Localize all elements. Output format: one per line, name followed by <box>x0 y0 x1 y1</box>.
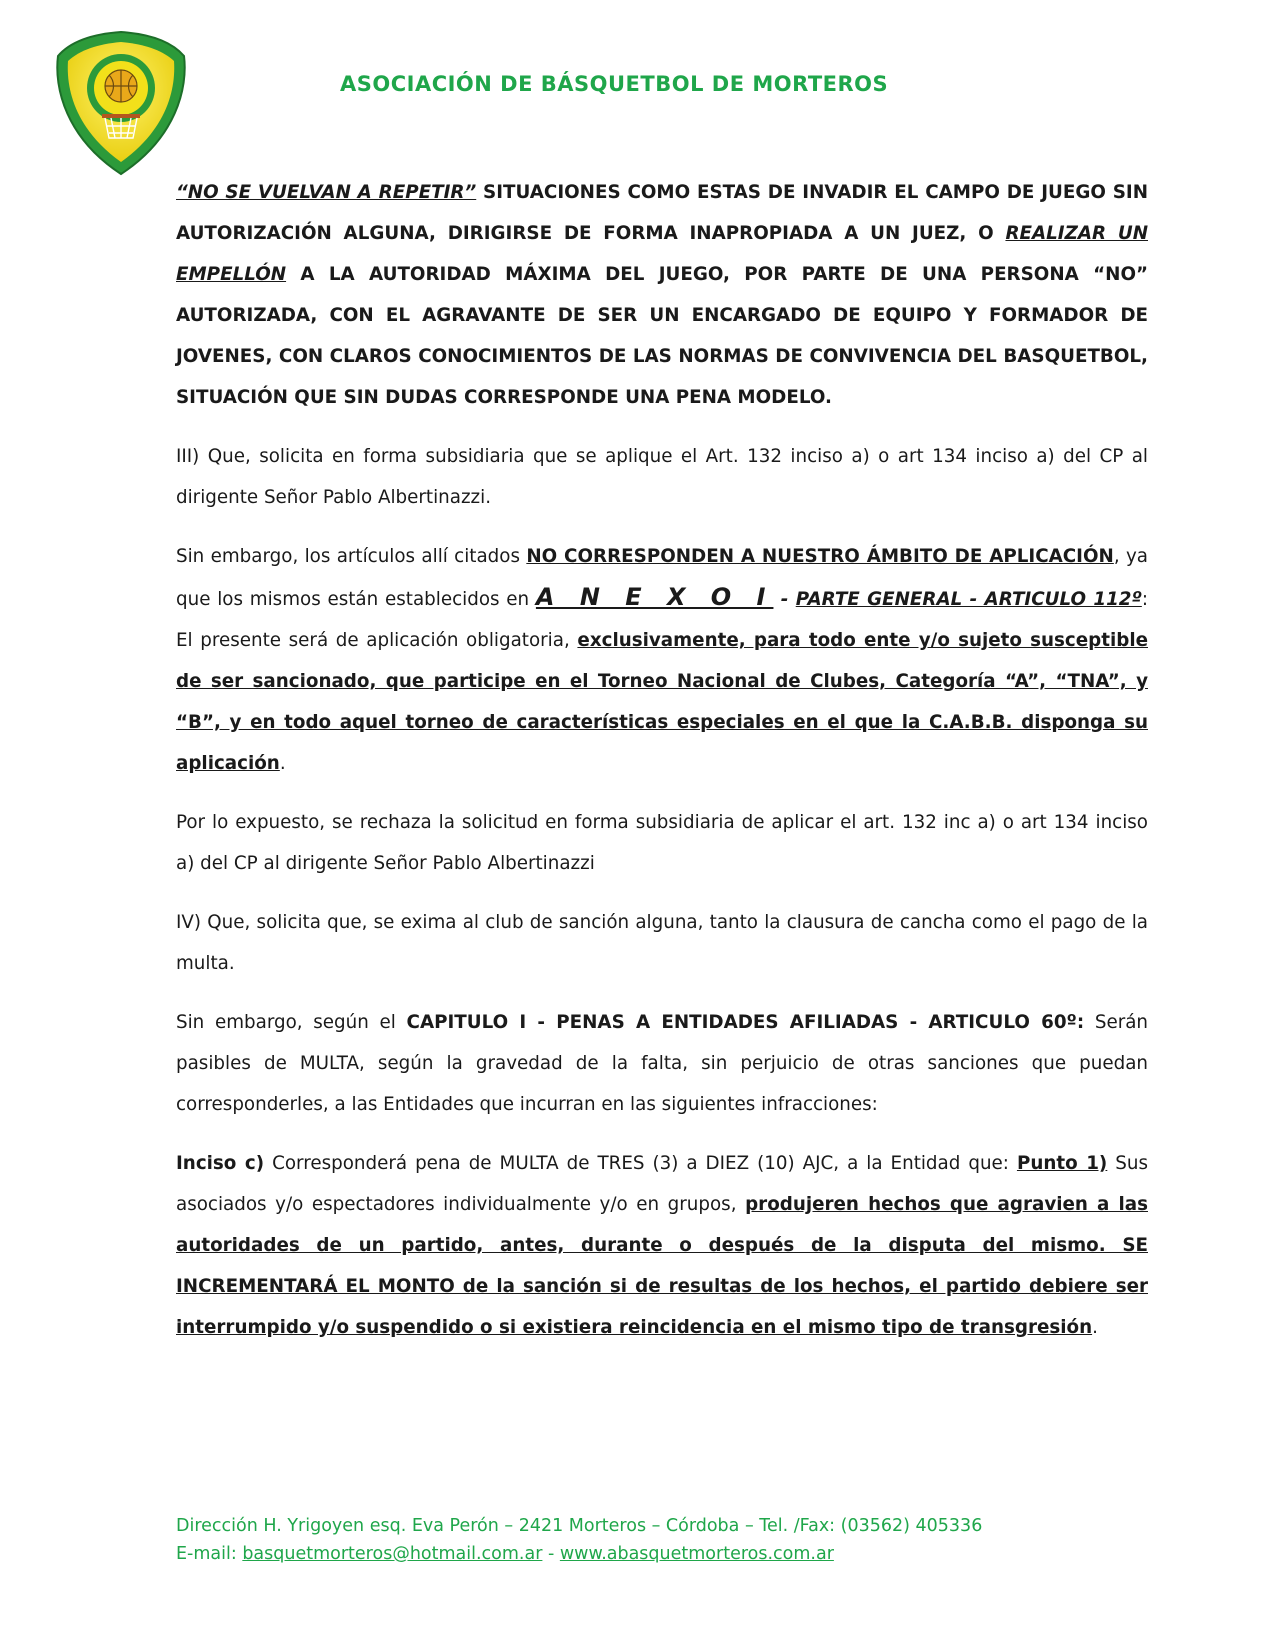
email-link[interactable]: basquetmorteros@hotmail.com.ar <box>242 1544 543 1564</box>
footer <box>176 1512 982 1568</box>
document-body <box>176 172 1148 1366</box>
emph-empellon: REALIZAR UN EMPELLÓN <box>176 223 1148 285</box>
paragraph-por-lo-expuesto: Por lo expuesto, se rechaza la solicitud en forma subsidiaria de aplicar el art. 132 inc a) o art 134 inciso a) del CP al dirigente Señor Pablo Albertinazzi <box>176 812 1148 874</box>
paragraph-iv: IV) Que, solicita que, se exima al club de sanción alguna, tanto la clausura de cancha como el pago de la multa. <box>176 912 1148 974</box>
paragraph-sin-embargo-2: Sin embargo, según el CAPITULO I - PENAS A ENTIDADES AFILIADAS - ARTICULO 60º: Serán pasibles de MULTA, según la gravedad de la falta, sin perjuicio de otras sanciones que puedan corresponderles, a las Entidades que incurran en las siguientes infracciones: <box>176 1012 1148 1115</box>
punto-1-label: Punto 1) <box>1016 1153 1108 1174</box>
paragraph-iii: III) Que, solicita en forma subsidiaria que se aplique el Art. 132 inciso a) o art 134 inciso a) del CP al dirigente Señor Pablo Albertinazzi. <box>176 446 1148 508</box>
website-link[interactable]: www.abasquetmorteros.com.ar <box>559 1544 834 1564</box>
paragraph-sin-embargo-1: Sin embargo, los artículos allí citados NO CORRESPONDEN A NUESTRO ÁMBITO DE APLICACIÓN, ya que los mismos están establecidos en A N E X O I - PARTE GENERAL - ARTICULO 112º: El presente será de aplicación obligatoria, exclusivamente, para todo ente y/o sujeto susceptible de ser sancionado, que participe en el Torneo Nacional de Clubes, Categoría “A”, “TNA”, y “B”, y en todo aquel torneo de características especiales en el que la C.A.B.B. disponga su aplicación. <box>176 546 1148 774</box>
emph-no-corresponden: NO CORRESPONDEN A NUESTRO ÁMBITO DE APLICACIÓN <box>526 546 1114 567</box>
association-logo <box>52 28 190 178</box>
annex-label: A N E X O I <box>535 583 774 611</box>
emph-exclusivamente: exclusivamente, para todo ente y/o sujeto susceptible de ser sancionado, que participe en el Torneo Nacional de Clubes, Categoría “A”, “TNA”, y “B”, y en todo aquel torneo de características especiales en el que la C.A.B.B. disponga su aplicación <box>176 630 1148 774</box>
article-112: PARTE GENERAL - ARTICULO 112º <box>795 589 1142 610</box>
article-60: CAPITULO I - PENAS A ENTIDADES AFILIADAS - ARTICULO 60º: <box>406 1012 1085 1033</box>
paragraph-warning: “NO SE VUELVAN A REPETIR” SITUACIONES COMO ESTAS DE INVADIR EL CAMPO DE JUEGO SIN AUTORIZACIÓN ALGUNA, DIRIGIRSE DE FORMA INAPROPIADA A UN JUEZ, O REALIZAR UN EMPELLÓN A LA AUTORIDAD MÁXIMA DEL JUEGO, POR PARTE DE UNA PERSONA “NO” AUTORIZADA, CON EL AGRAVANTE DE SER UN ENCARGADO DE EQUIPO Y FORMADOR DE JOVENES, CON CLAROS CONOCIMIENTOS DE LAS NORMAS DE CONVIVENCIA DEL BASQUETBOL, SITUACIÓN QUE SIN DUDAS CORRESPONDE UNA PENA MODELO. <box>176 182 1148 408</box>
paragraph-inciso-c: Inciso c) Corresponderá pena de MULTA de TRES (3) a DIEZ (10) AJC, a la Entidad que: Punto 1) Sus asociados y/o espectadores individualmente y/o en grupos, produjeren hechos que agravien a las autoridades de un partido, antes, durante o después de la disputa del mismo. SE INCREMENTARÁ EL MONTO de la sanción si de resultas de los hechos, el partido debiere ser interrumpido y/o suspendido o si existiera reincidencia en el mismo tipo de transgresión. <box>176 1153 1149 1338</box>
emph-produjeren: produjeren hechos que agravien a las autoridades de un partido, antes, durante o después de la disputa del mismo. SE INCREMENTARÁ EL MONTO de la sanción si de resultas de los hechos, el partido debiere ser interrumpido y/o suspendido o si existiera reincidencia en el mismo tipo de transgresión <box>176 1194 1148 1338</box>
page-title: ASOCIACIÓN DE BÁSQUETBOL DE MORTEROS <box>340 72 889 96</box>
inciso-c-label: Inciso c) <box>176 1153 265 1174</box>
footer-address: Dirección H. Yrigoyen esq. Eva Perón – 2421 Morteros – Córdoba – Tel. /Fax: (03562) 405336 <box>176 1516 983 1536</box>
footer-contact: E-mail: basquetmorteros@hotmail.com.ar - www.abasquetmorteros.com.ar <box>176 1544 834 1564</box>
quote-no-repetir: “NO SE VUELVAN A REPETIR” <box>176 182 477 203</box>
